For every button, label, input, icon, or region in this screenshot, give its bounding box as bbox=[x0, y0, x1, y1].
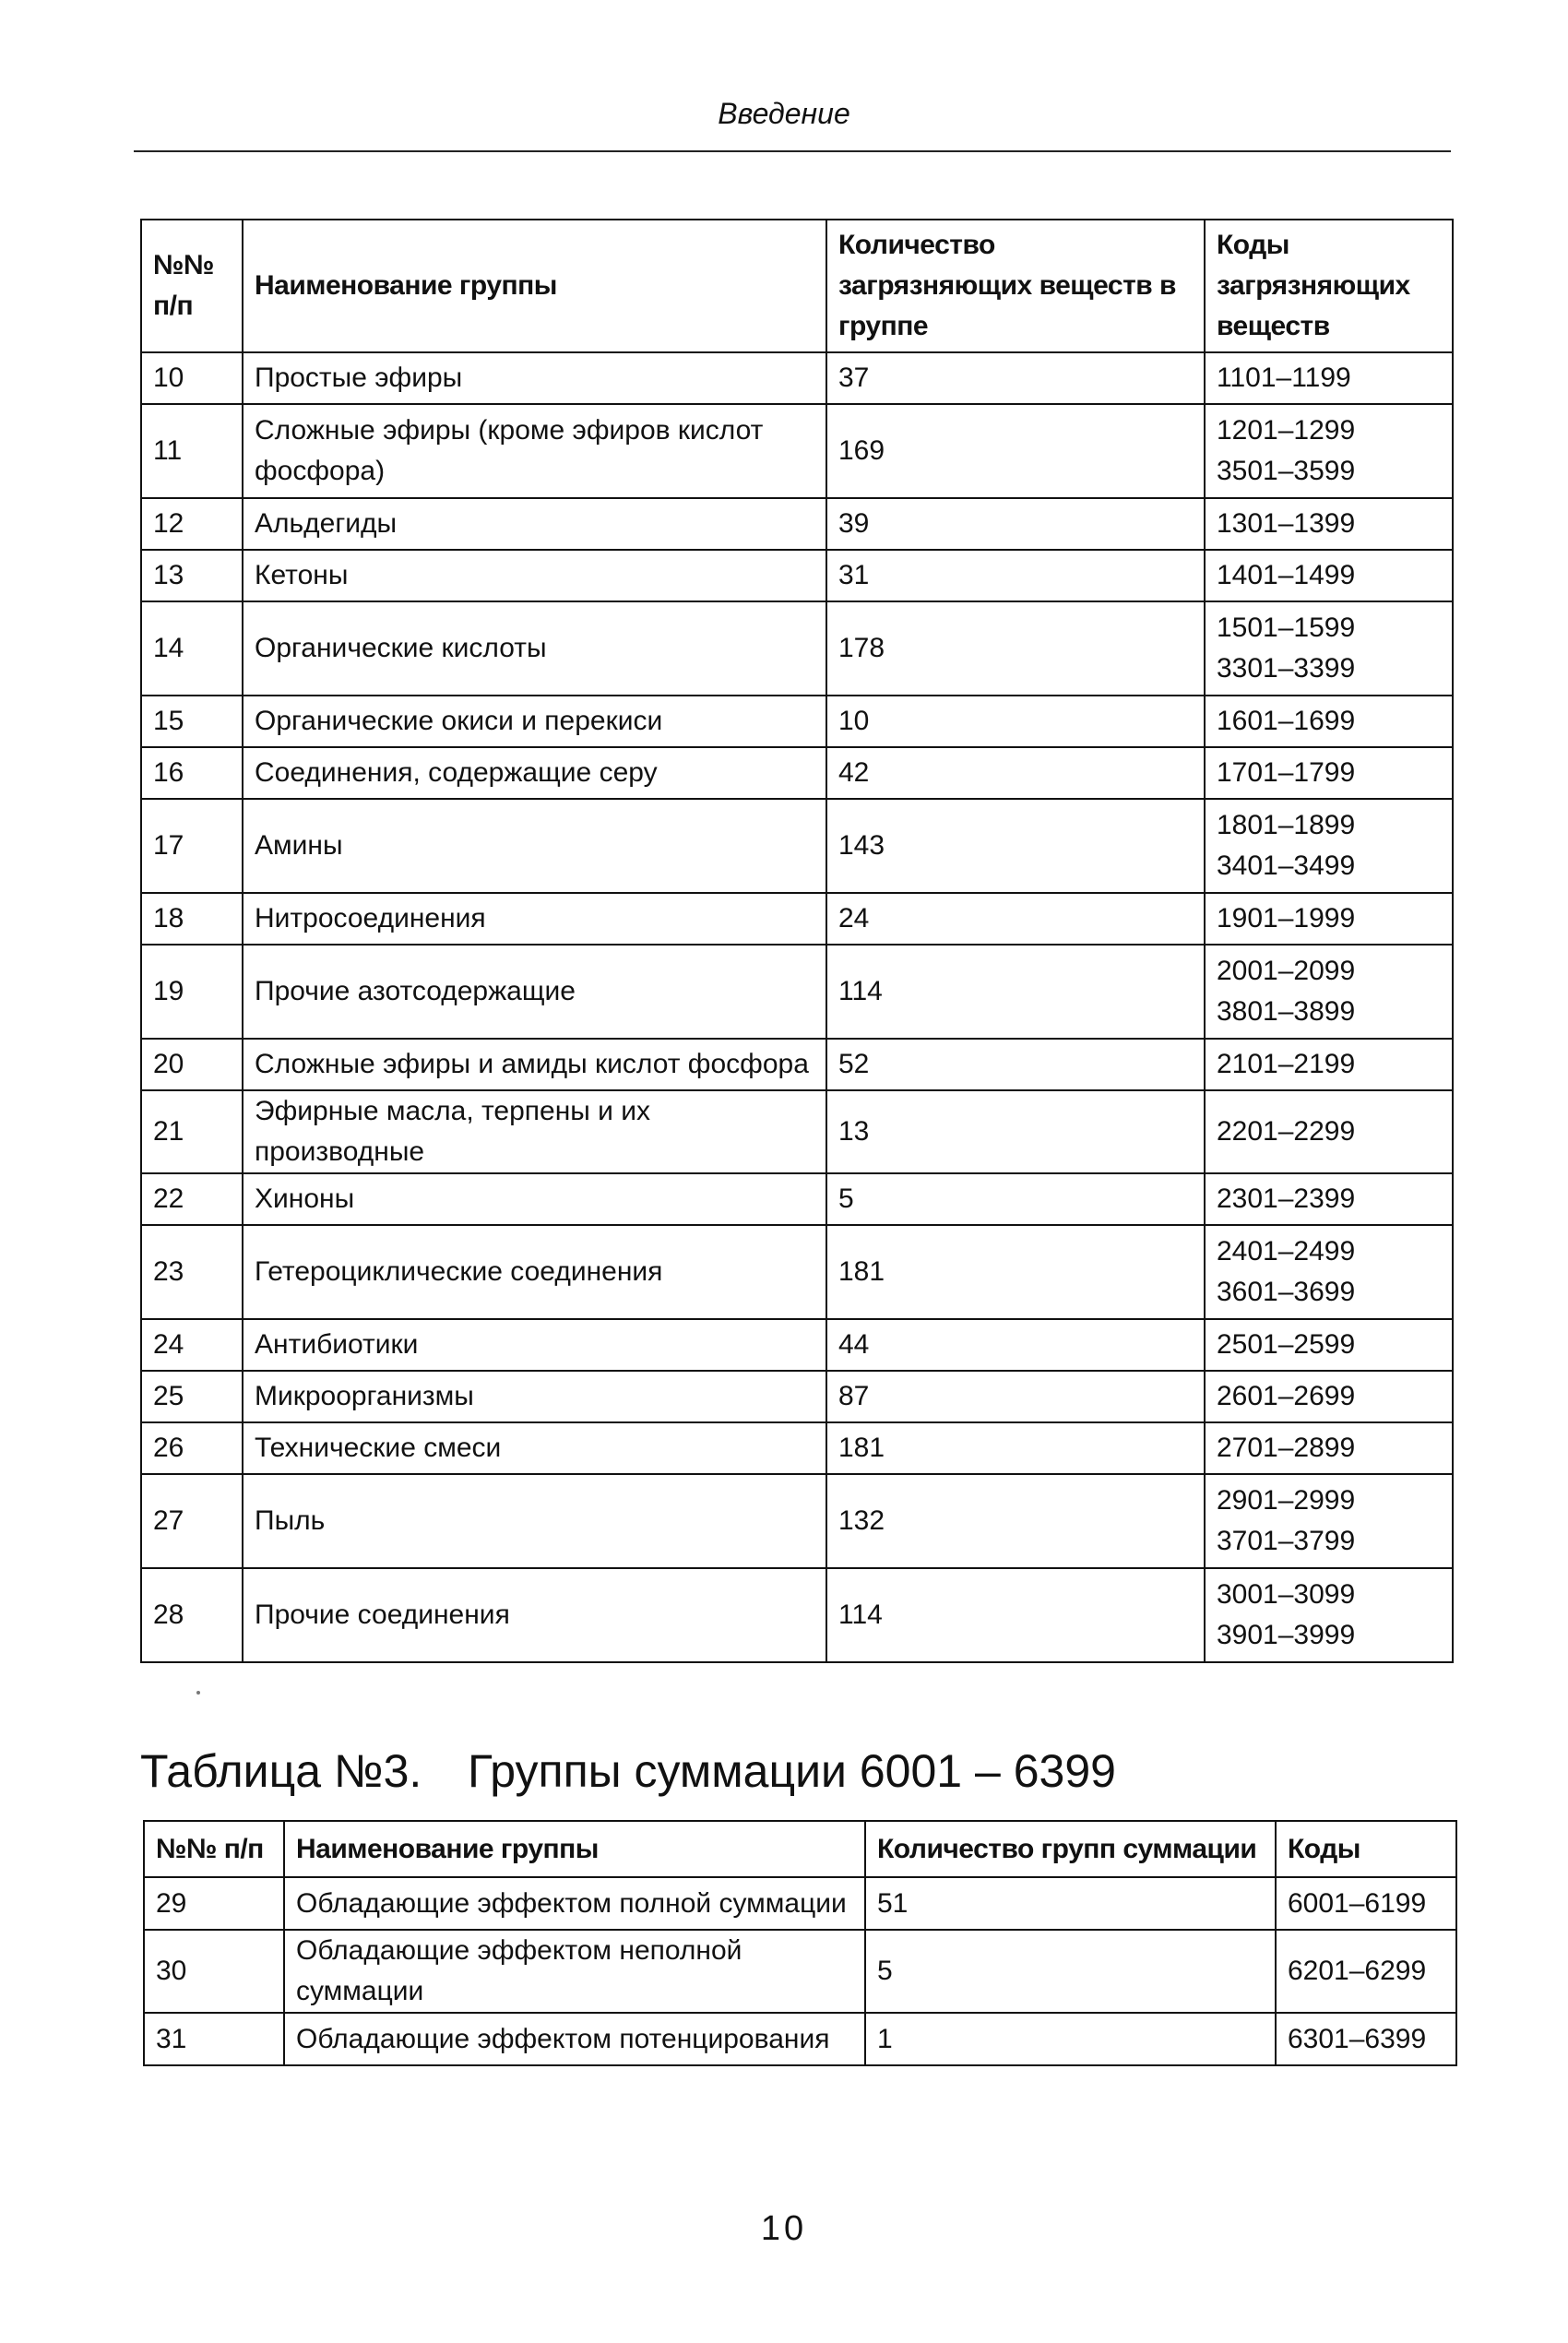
pollutant-count: 24 bbox=[826, 893, 1205, 945]
code-range: 1201–1299 bbox=[1217, 415, 1356, 446]
group-name: Гетероциклические соединения bbox=[243, 1225, 826, 1319]
pollutant-count: 39 bbox=[826, 498, 1205, 550]
table3-caption: Группы суммации 6001 – 6399 bbox=[468, 1745, 1116, 1797]
code-range: 3701–3799 bbox=[1217, 1526, 1356, 1556]
codes-cell bbox=[1205, 1090, 1453, 1173]
table-row bbox=[141, 1039, 1453, 1090]
pollutant-count: 114 bbox=[826, 945, 1205, 1039]
codes-cell bbox=[1205, 1371, 1453, 1422]
pollutant-count: 13 bbox=[826, 1090, 1205, 1173]
pollutant-count: 87 bbox=[826, 1371, 1205, 1422]
table-row bbox=[141, 1371, 1453, 1422]
row-number: 24 bbox=[141, 1319, 243, 1371]
header-codes: Коды bbox=[1276, 1821, 1456, 1877]
group-name: Кетоны bbox=[243, 550, 826, 601]
header-number: №№ п/п bbox=[141, 220, 243, 352]
header-group-name: Наименование группы bbox=[243, 220, 826, 352]
codes-cell bbox=[1205, 1319, 1453, 1371]
code-range: 2201–2299 bbox=[1217, 1116, 1356, 1147]
group-name: Технические смеси bbox=[243, 1422, 826, 1474]
row-number: 25 bbox=[141, 1371, 243, 1422]
table-body bbox=[144, 1877, 1456, 2065]
code-range: 1301–1399 bbox=[1217, 508, 1356, 539]
pollutant-count: 31 bbox=[826, 550, 1205, 601]
codes-cell: 6301–6399 bbox=[1276, 2013, 1456, 2065]
group-name: Антибиотики bbox=[243, 1319, 826, 1371]
pollutant-groups-table bbox=[140, 219, 1454, 1663]
row-number: 26 bbox=[141, 1422, 243, 1474]
group-name: Сложные эфиры и амиды кислот фосфора bbox=[243, 1039, 826, 1090]
code-range: 1501–1599 bbox=[1217, 613, 1356, 643]
codes-cell bbox=[1205, 1568, 1453, 1662]
group-name: Простые эфиры bbox=[243, 352, 826, 404]
code-range: 3801–3899 bbox=[1217, 996, 1356, 1027]
pollutant-count: 132 bbox=[826, 1474, 1205, 1568]
pollutant-count: 181 bbox=[826, 1422, 1205, 1474]
group-name: Альдегиды bbox=[243, 498, 826, 550]
row-number: 14 bbox=[141, 601, 243, 696]
code-range: 1601–1699 bbox=[1217, 706, 1356, 736]
codes-cell bbox=[1205, 404, 1453, 498]
row-number: 20 bbox=[141, 1039, 243, 1090]
row-number: 22 bbox=[141, 1173, 243, 1225]
pollutant-count: 178 bbox=[826, 601, 1205, 696]
table-row bbox=[141, 747, 1453, 799]
codes-cell bbox=[1205, 696, 1453, 747]
table-row bbox=[141, 601, 1453, 696]
code-range: 1901–1999 bbox=[1217, 903, 1356, 934]
table-row bbox=[144, 1877, 1456, 1930]
group-count: 51 bbox=[865, 1877, 1276, 1930]
table-row bbox=[141, 1422, 1453, 1474]
row-number: 19 bbox=[141, 945, 243, 1039]
pollutant-count: 114 bbox=[826, 1568, 1205, 1662]
pollutant-count: 181 bbox=[826, 1225, 1205, 1319]
row-number: 16 bbox=[141, 747, 243, 799]
row-number: 13 bbox=[141, 550, 243, 601]
code-range: 2901–2999 bbox=[1217, 1485, 1356, 1516]
code-range: 2701–2899 bbox=[1217, 1433, 1356, 1463]
table-row bbox=[141, 550, 1453, 601]
pollutant-count: 37 bbox=[826, 352, 1205, 404]
table-row bbox=[141, 945, 1453, 1039]
table-row bbox=[141, 1319, 1453, 1371]
header-count: Количество загрязняющих веществ в группе bbox=[826, 220, 1205, 352]
row-number: 15 bbox=[141, 696, 243, 747]
codes-cell bbox=[1205, 352, 1453, 404]
codes-cell: 6001–6199 bbox=[1276, 1877, 1456, 1930]
code-range: 3901–3999 bbox=[1217, 1620, 1356, 1650]
codes-cell: 6201–6299 bbox=[1276, 1930, 1456, 2013]
codes-cell bbox=[1205, 498, 1453, 550]
code-range: 2501–2599 bbox=[1217, 1329, 1356, 1360]
pollutant-count: 52 bbox=[826, 1039, 1205, 1090]
group-count: 1 bbox=[865, 2013, 1276, 2065]
group-name: Амины bbox=[243, 799, 826, 893]
group-name: Микроорганизмы bbox=[243, 1371, 826, 1422]
group-name: Обладающие эффектом потенцирования bbox=[284, 2013, 865, 2065]
group-name: Нитросоединения bbox=[243, 893, 826, 945]
codes-cell bbox=[1205, 1039, 1453, 1090]
group-name: Органические окиси и перекиси bbox=[243, 696, 826, 747]
code-range: 3301–3399 bbox=[1217, 653, 1356, 684]
code-range: 3001–3099 bbox=[1217, 1579, 1356, 1610]
table-header-row bbox=[141, 220, 1453, 352]
group-name: Прочие азотсодержащие bbox=[243, 945, 826, 1039]
table-row bbox=[141, 696, 1453, 747]
table-row bbox=[144, 2013, 1456, 2065]
group-count: 5 bbox=[865, 1930, 1276, 2013]
code-range: 2001–2099 bbox=[1217, 956, 1356, 986]
pollutant-count: 169 bbox=[826, 404, 1205, 498]
code-range: 2401–2499 bbox=[1217, 1236, 1356, 1267]
group-name: Эфирные масла, терпены и их производные bbox=[243, 1090, 826, 1173]
table-row bbox=[141, 404, 1453, 498]
group-name: Соединения, содержащие серу bbox=[243, 747, 826, 799]
table-body bbox=[141, 352, 1453, 1662]
row-number: 30 bbox=[144, 1930, 284, 2013]
codes-cell bbox=[1205, 893, 1453, 945]
code-range: 1801–1899 bbox=[1217, 810, 1356, 840]
table-row bbox=[141, 498, 1453, 550]
row-number: 29 bbox=[144, 1877, 284, 1930]
table-row bbox=[141, 1173, 1453, 1225]
pollutant-count: 42 bbox=[826, 747, 1205, 799]
code-range: 3601–3699 bbox=[1217, 1277, 1356, 1307]
code-range: 3501–3599 bbox=[1217, 456, 1356, 486]
group-name: Пыль bbox=[243, 1474, 826, 1568]
code-range: 1701–1799 bbox=[1217, 757, 1356, 788]
table-row bbox=[141, 1474, 1453, 1568]
header-rule bbox=[134, 150, 1451, 152]
row-number: 11 bbox=[141, 404, 243, 498]
row-number: 10 bbox=[141, 352, 243, 404]
row-number: 17 bbox=[141, 799, 243, 893]
code-range: 1401–1499 bbox=[1217, 560, 1356, 590]
row-number: 28 bbox=[141, 1568, 243, 1662]
group-name: Обладающие эффектом неполной суммации bbox=[284, 1930, 865, 2013]
table-row bbox=[141, 1225, 1453, 1319]
row-number: 18 bbox=[141, 893, 243, 945]
table-row bbox=[141, 893, 1453, 945]
codes-cell bbox=[1205, 601, 1453, 696]
codes-cell bbox=[1205, 945, 1453, 1039]
row-number: 23 bbox=[141, 1225, 243, 1319]
code-range: 2601–2699 bbox=[1217, 1381, 1356, 1411]
row-number: 31 bbox=[144, 2013, 284, 2065]
codes-cell bbox=[1205, 1422, 1453, 1474]
stray-mark bbox=[196, 1691, 200, 1695]
pollutant-count: 10 bbox=[826, 696, 1205, 747]
codes-cell bbox=[1205, 550, 1453, 601]
codes-cell bbox=[1205, 1474, 1453, 1568]
pollutant-count: 5 bbox=[826, 1173, 1205, 1225]
header-count: Количество групп суммации bbox=[865, 1821, 1276, 1877]
codes-cell bbox=[1205, 1173, 1453, 1225]
code-range: 2301–2399 bbox=[1217, 1183, 1356, 1214]
pollutant-count: 143 bbox=[826, 799, 1205, 893]
code-range: 2101–2199 bbox=[1217, 1049, 1356, 1079]
header-codes: Коды загрязняющих веществ bbox=[1205, 220, 1453, 352]
group-name: Обладающие эффектом полной суммации bbox=[284, 1877, 865, 1930]
row-number: 21 bbox=[141, 1090, 243, 1173]
summation-groups-table bbox=[143, 1820, 1457, 2066]
page-number: 10 bbox=[760, 2209, 808, 2248]
table-row bbox=[141, 1568, 1453, 1662]
group-name: Органические кислоты bbox=[243, 601, 826, 696]
codes-cell bbox=[1205, 799, 1453, 893]
row-number: 12 bbox=[141, 498, 243, 550]
group-name: Сложные эфиры (кроме эфиров кислот фосфора) bbox=[243, 404, 826, 498]
code-range: 1101–1199 bbox=[1217, 363, 1351, 393]
row-number: 27 bbox=[141, 1474, 243, 1568]
code-range: 3401–3499 bbox=[1217, 850, 1356, 881]
table3-title bbox=[140, 1742, 1116, 1801]
header-number: №№ п/п bbox=[144, 1821, 284, 1877]
group-name: Хиноны bbox=[243, 1173, 826, 1225]
header-group-name: Наименование группы bbox=[284, 1821, 865, 1877]
codes-cell bbox=[1205, 1225, 1453, 1319]
table3-label: Таблица №3. bbox=[140, 1745, 422, 1797]
codes-cell bbox=[1205, 747, 1453, 799]
table-row bbox=[141, 1090, 1453, 1173]
table-header-row bbox=[144, 1821, 1456, 1877]
group-name: Прочие соединения bbox=[243, 1568, 826, 1662]
table-row bbox=[144, 1930, 1456, 2013]
table-row bbox=[141, 799, 1453, 893]
table-row bbox=[141, 352, 1453, 404]
pollutant-count: 44 bbox=[826, 1319, 1205, 1371]
running-header: Введение bbox=[718, 97, 850, 130]
